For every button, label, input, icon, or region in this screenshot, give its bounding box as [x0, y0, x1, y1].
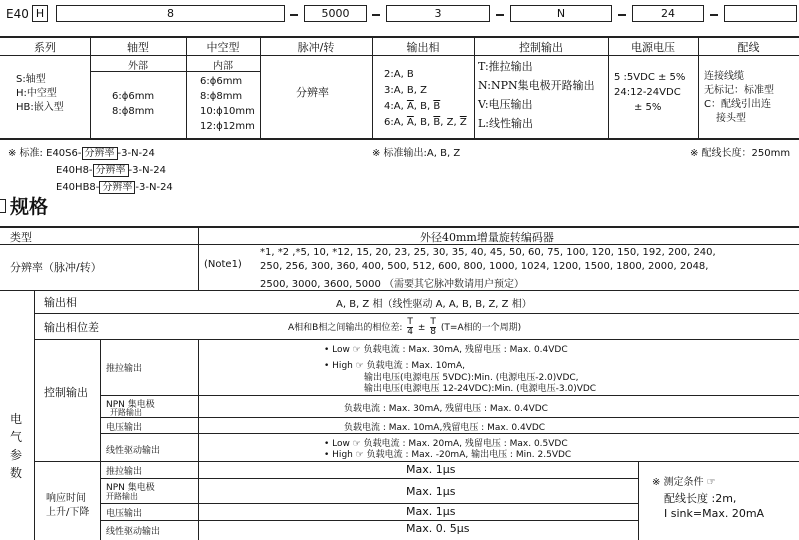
- header-shaft: 轴型: [127, 41, 149, 54]
- code-dash: [496, 14, 504, 16]
- pulse-value: 分辨率: [296, 86, 329, 99]
- pushpull-label: 推拉输出: [106, 364, 143, 374]
- resp-line-value: Max. 0. 5μs: [406, 522, 470, 535]
- power-item: ± 5%: [634, 102, 662, 113]
- wiring-item: 无标记：标准型: [704, 85, 774, 96]
- note-cable-length: ※ 配线长度：250mm: [690, 148, 791, 159]
- resolution-label: 分辨率（脉冲/转）: [10, 261, 102, 274]
- npn-label: 开路输出: [110, 408, 142, 417]
- voltage-value: 负载电流 : Max. 10mA,残留电压 : Max. 0.4VDC: [344, 423, 546, 433]
- pushpull-line: • High ☞ 负载电流 : Max. 10mA,: [324, 361, 465, 371]
- pushpull-line: • Low ☞ 负载电流 : Max. 30mA, 残留电压 : Max. 0.4VDC: [324, 345, 568, 355]
- series-item: H:中空型: [16, 88, 57, 99]
- control-item: L:线性输出: [478, 117, 534, 130]
- phase-item: 3:A, B, Z: [384, 85, 427, 96]
- response-label: 响应时间: [46, 493, 86, 504]
- section-title: 规格: [10, 196, 49, 218]
- header-pulse: 脉冲/转: [297, 41, 335, 54]
- wiring-item: C：配线引出连: [704, 99, 771, 110]
- series-item: HB:嵌入型: [16, 102, 64, 113]
- resp-npn-value: Max. 1μs: [406, 485, 456, 498]
- control-item: T:推拉输出: [478, 60, 533, 73]
- header-hollow: 中空型: [206, 41, 240, 54]
- code-dash: [710, 14, 718, 16]
- type-value: 外径40mm增量旋转编码器: [420, 231, 554, 244]
- section-marker: [0, 199, 6, 213]
- line-driver-label: 线性驱动输出: [106, 446, 161, 456]
- npn-value: 负载电流 : Max. 30mA, 残留电压 : Max. 0.4VDC: [344, 404, 548, 414]
- resp-pushpull-value: Max. 1μs: [406, 463, 456, 476]
- hollow-item: 10:ϕ10mm: [200, 106, 255, 117]
- note-standard-2: E40H8- 分辨率 -3-N-24: [56, 165, 166, 176]
- header-series: 系列: [34, 41, 56, 54]
- code-box-pulse: 5000: [304, 5, 367, 22]
- line-driver-line: • Low ☞ 负载电流 : Max. 20mA, 残留电压 : Max. 0.5VDC: [324, 439, 568, 449]
- response-label: 上升/下降: [46, 507, 90, 518]
- hollow-item: 12:ϕ12mm: [200, 121, 255, 132]
- npn-label: NPN 集电极: [106, 400, 155, 410]
- output-phase-value: A, B, Z 相（线性驱动 A, A, B, B, Z, Z 相）: [336, 299, 532, 310]
- shaft-item: 8:ϕ8mm: [112, 106, 155, 117]
- resp-pushpull-label: 推拉输出: [106, 467, 143, 477]
- power-item: 5 :5VDC ± 5%: [614, 72, 686, 83]
- wiring-item: 接头型: [716, 113, 746, 124]
- resp-line-label: 线性驱动输出: [106, 527, 161, 537]
- note-standard: ※ 标准: E40S6- 分辨率 -3-N-24: [8, 148, 155, 159]
- header-control: 控制输出: [519, 41, 563, 54]
- output-phase-label: 输出相: [44, 296, 77, 309]
- pushpull-line: 输出电压(电源电压 12-24VDC):Min. (电源电压-3.0)VDC: [364, 384, 597, 394]
- type-label: 类型: [10, 231, 32, 244]
- header-phase: 输出相: [406, 41, 440, 54]
- note1: (Note1): [204, 259, 242, 270]
- pushpull-line: 输出电压(电源电压 5VDC):Min. (电源电压-2.0)VDC,: [364, 373, 579, 383]
- resp-voltage-value: Max. 1μs: [406, 505, 456, 518]
- code-box-h: H: [32, 5, 48, 22]
- control-item: N:NPN集电极开路输出: [478, 79, 595, 92]
- phase-item: 6:A, $\overline{A}$, B, $\overline{B}$, Z, $\overline{Z}$: [384, 117, 467, 128]
- voltage-label: 电压输出: [106, 423, 143, 433]
- resp-npn-label: 开路输出: [106, 492, 138, 501]
- elec-label: 电气参数: [10, 412, 23, 480]
- phase-item: 2:A, B: [384, 69, 414, 80]
- note-standard-3: E40HB8- 分辨率 -3-N-24: [56, 182, 173, 193]
- resolution-line: 250, 256, 300, 360, 400, 500, 512, 600, 800, 1000, 1024, 1200, 1500, 1800, 2000, 2048,: [260, 261, 709, 272]
- resolution-line: *1, *2 ,*5, 10, *12, 15, 20, 23, 25, 30, 35, 40, 45, 50, 60, 75, 100, 120, 150, 192, 200, 240,: [260, 247, 716, 258]
- phase-diff-label: 输出相位差: [44, 321, 99, 334]
- condition-line: 配线长度 :2m,: [664, 492, 737, 505]
- power-item: 24:12-24VDC: [614, 87, 681, 98]
- resp-voltage-label: 电压输出: [106, 509, 143, 519]
- sub-header-outer: 外部: [128, 61, 148, 72]
- series-item: S:轴型: [16, 74, 46, 85]
- condition-line: I sink=Max. 20mA: [664, 507, 765, 520]
- hollow-item: 6:ϕ6mm: [200, 76, 243, 87]
- code-dash: [290, 14, 298, 16]
- hollow-item: 8:ϕ8mm: [200, 91, 243, 102]
- control-output-label: 控制输出: [44, 386, 88, 399]
- shaft-item: 6:ϕ6mm: [112, 91, 155, 102]
- code-box-phase: 3: [386, 5, 490, 22]
- header-power: 电源电压: [631, 41, 675, 54]
- code-box-control: N: [510, 5, 612, 22]
- resp-npn-label: NPN 集电极: [106, 483, 155, 493]
- code-box-wiring: [724, 5, 797, 22]
- note-standard-output: ※ 标准输出:A, B, Z: [372, 148, 461, 159]
- line-driver-line: • High ☞ 负载电流 : Max. -20mA, 输出电压 : Min. 2.5VDC: [324, 450, 572, 460]
- phase-item: 4:A, $\overline{A}$, B, $\overline{B}$: [384, 101, 441, 112]
- condition-line: ※ 测定条件 ☞: [652, 477, 716, 488]
- wiring-item: 连接线缆: [704, 71, 744, 82]
- code-box-shaft: 8: [56, 5, 285, 22]
- phase-diff-value: A相和B相之间输出的相位差: $\frac{T}{4}$ ± $\frac{T}{8}$ (T=A相的一个周期): [288, 317, 522, 337]
- resolution-line: 2500, 3000, 3600, 5000 （需要其它脉冲数请用户预定）: [260, 279, 525, 290]
- code-box-power: 24: [632, 5, 704, 22]
- sub-header-inner: 内部: [213, 61, 233, 72]
- code-prefix: E40: [6, 7, 29, 21]
- code-dash: [618, 14, 626, 16]
- header-wiring: 配线: [737, 41, 760, 54]
- control-item: V:电压输出: [478, 98, 533, 111]
- code-dash: [372, 14, 380, 16]
